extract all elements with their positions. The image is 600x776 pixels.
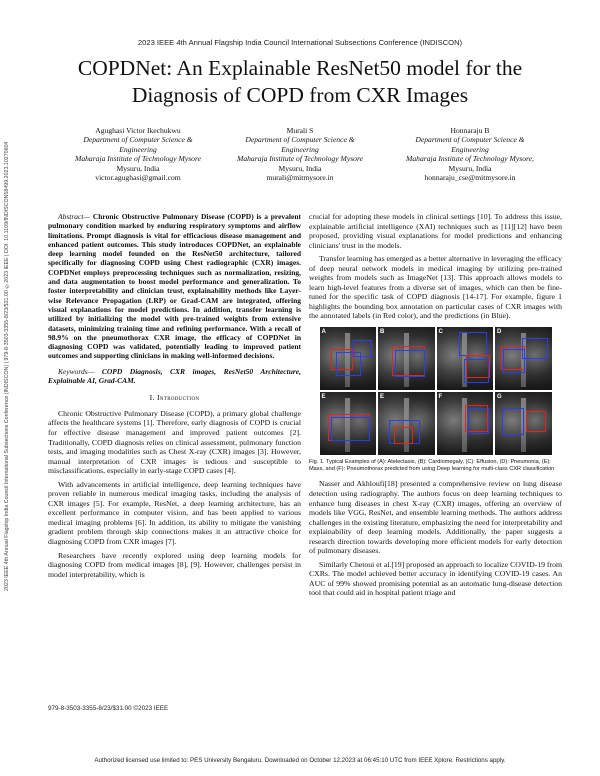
prediction-box <box>331 417 370 441</box>
keywords <box>48 367 301 386</box>
license-footer: Authorized licensed use limited to: PES University Bengaluru. Downloaded on October 12,2023 at 06:45:10 UTC from IEEE Xplore. Restrictions apply. <box>94 757 506 764</box>
title-line-2: Diagnosis of COPD from CXR Images <box>131 83 469 107</box>
body-paragraph: Researchers have recently explored using deep learning models for diagnosing COPD from medical images [8], [9]. However, challenges persist in model interpretability, which is <box>48 550 301 579</box>
author-name: Agughasi Victor Ikechukwu <box>95 126 181 135</box>
xray-panel-f <box>437 392 494 455</box>
prediction-box <box>464 359 490 383</box>
author-block-2 <box>220 126 380 182</box>
author-email: honnaraju_cse@mitmysore.in <box>424 173 516 183</box>
prediction-box <box>503 349 525 373</box>
author-institution: Maharaja Institute of Technology Mysore <box>237 154 363 164</box>
body-paragraph: Chronic Obstructive Pulmonary Disease (COPD), a primary global challenge affects the healthcare systems [1]. Therefore, early diagnosis of COPD is crucial for effective disease management and improved patient outcomes [2]. Traditionally, COPD diagnosis relies on clinical assessment, pulmonary function tests, and imaging modalities such as Chest X-ray (CXR) images [3]. However, manual interpretation of CXR images is tedious and susceptible to misclassifications, especially in early-stage COPD cases [4]. <box>48 408 301 476</box>
left-column <box>48 212 301 583</box>
xray-panel-d <box>495 327 552 390</box>
right-column <box>309 212 562 602</box>
panel-label: C <box>438 329 443 336</box>
author-institution: Maharaja Institute of Technology Mysore, <box>406 154 534 164</box>
xray-panel-b <box>378 327 435 390</box>
author-city: Mysuru, India <box>448 163 492 173</box>
prediction-box <box>522 338 548 359</box>
keywords-text: COPD Diagnosis, CXR images, ResNet50 Architecture, Explainable AI, Grad-CAM. <box>48 366 301 386</box>
author-block-1 <box>58 126 218 182</box>
body-paragraph: Similarly Chetoui et al.[19] proposed an approach to localize COVID-19 from CXRs. The model achieved better accuracy in identifying COVID-19 cases. An AUC of 99% showed promising potential as an automatic lung-disease detection tool that could aid in hospital patient triage and <box>309 559 562 598</box>
author-name: Murali S <box>286 126 314 135</box>
author-dept: Department of Computer Science & <box>245 135 355 145</box>
prediction-box <box>502 408 524 435</box>
abstract-text: Chronic Obstructive Pulmonary Disease (COPD) is a prevalent pulmonary condition marked by enduring respiratory symptoms and airflow limitations. Prompt diagnosis is vital for efficacious disease management and enhanced patient outcomes. This study introduces COPDNet, an explainable deep learning model founded on the ResNet50 architecture, tailored specifically for diagnosing COPD using Chest radiographic (CXR) images. COPDNet employs preprocessing techniques such as normalization, resizing, and data augmentation to boost model performance and generalization. To foster interpretability and clinician trust, explainability methods like Layer-wise Relevance Propagation (LRP) or Grad-CAM are integrated, offering visual explanations for model predictions. In addition, transfer learning is utilized by initializing the model with pre-trained weights from extensive datasets, minimizing training time and refining performance. With a recall of 98.9% on the pneumothorax CXR image, the efficacy of COPDNet in diagnosing COPD was validated, potentially leading to improved patient outcomes and supporting clinicians in making well-informed decisions. <box>48 212 301 361</box>
xray-panel-e <box>320 392 377 455</box>
author-dept-2: Engineering <box>119 144 157 154</box>
abstract <box>48 212 301 361</box>
doi-side-strip: 2023 IEEE 4th Annual Flagship India Council International Subsections Conference (INDISCON) | 979-8-3503-3355-8/23/$31.00 ©2023 IEEE | DOI: 10.1109/INDISCON58499.2023.10270604 <box>4 141 10 591</box>
section-heading: I. Introduction <box>149 393 200 403</box>
body-paragraph: crucial for adopting these models in clinical settings [10]. To address this issue, explainable artificial intelligence (XAI) techniques such as [11][12] have been proposed, providing visual explanations for model predictions and enhancing clinicians' trust in the models. <box>309 212 562 250</box>
author-city: Mysuru, India <box>278 163 322 173</box>
panel-label: E <box>380 394 385 401</box>
author-dept: Department of Computer Science & <box>83 135 193 145</box>
figure-caption: Fig. 1. Typical Examples of (A): Atelectasis, (B): Cardiomegaly, (C): Effusion, (D): Pneumonia, (E): Mass, and (F): Pneumothorax predicted from using Deep learning for multi-class CXR classification <box>309 459 555 473</box>
panel-label: E <box>321 394 326 401</box>
author-city: Mysuru, India <box>116 163 160 173</box>
xray-panel-c <box>437 327 494 390</box>
author-block-3 <box>385 126 555 182</box>
keywords-label: Keywords— <box>58 366 95 376</box>
xray-panel-a <box>320 327 377 390</box>
figure-1-xray-grid <box>320 327 552 455</box>
author-email: murali@mitmysore.in <box>266 173 334 183</box>
conference-header: 2023 IEEE 4th Annual Flagship India Council International Subsections Conference (INDISCON) <box>137 38 463 47</box>
prediction-box <box>459 332 486 356</box>
title-line-1: COPDNet: An Explainable ResNet50 model for the <box>77 56 523 80</box>
annotation-box <box>526 411 546 432</box>
xray-panel-e2 <box>378 392 435 455</box>
panel-label: B <box>380 329 385 336</box>
author-email: victor.agughasi@gmail.com <box>95 173 181 183</box>
panel-label: A <box>321 329 326 336</box>
paper-title <box>20 55 580 109</box>
author-dept-2: Engineering <box>451 144 489 154</box>
xray-panel-g <box>495 392 552 455</box>
body-paragraph: Transfer learning has emerged as a better alternative in leveraging the efficacy of deep neural network models in medical imaging by utilizing pre-trained weights from models such as ImageNet [13]. This approach allows models to learn high-level features from a diverse set of images, which can then be fine-tuned for the specific task of COPD diagnosis [14-17]. For example, figure 1 highlights the bounding box annotation on particular cases of CXR images with the annotated labels (in Red color), and the predictions (in Blue). <box>309 254 562 321</box>
annotation-box <box>394 427 413 445</box>
prediction-box <box>353 340 372 358</box>
abstract-label: Abstract— <box>58 212 91 221</box>
author-name: Honnaraju B <box>450 126 490 135</box>
prediction-box <box>468 408 490 434</box>
panel-label: G <box>497 394 502 401</box>
panel-label: F <box>438 394 443 401</box>
author-dept: Department of Computer Science & <box>415 135 525 145</box>
panel-label: D <box>497 329 502 336</box>
isbn-footer: 979-8-3503-3355-8/23/$31.00 ©2023 IEEE <box>48 705 169 712</box>
prediction-box <box>395 350 425 377</box>
body-paragraph: With advancements in artificial intelligence, deep learning techniques have proven reliable in numerous medical imaging tasks, including the analysis of CXR images [5]. For example, ResNet, a deep learning architecture, has an excellent performance in computer vision, and has been applied to various medical imaging problems [6]. In addition, its ability to mitigate the vanishing gradient problem through skip connections makes it an attractive choice for diagnosing COPD from CXR images [7]. <box>48 479 301 546</box>
body-paragraph: Nasser and Akhloufi[18] presented a comprehensive review on lung disease detection using radiography. The authors focus on deep learning techniques to enhance lung diseases in chest X-ray (CXR) images, offering an overview of models like VGG, ResNet, and ensemble learning methods. The authors address challenges in the existing literature, emphasizing the need for interpretability and explainability of deep learning models. Additionally, the paper suggests a research direction towards developing more efficient models for early detection of pulmonary diseases. <box>309 479 562 556</box>
author-institution: Maharaja Institute of Technology Mysore <box>75 154 201 164</box>
author-dept-2: Engineering <box>281 144 319 154</box>
